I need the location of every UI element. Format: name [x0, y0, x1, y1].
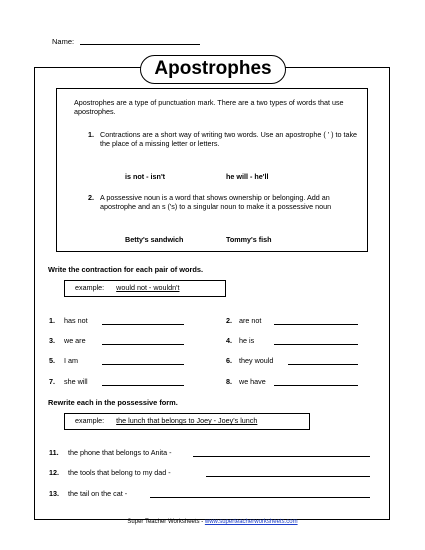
answer-line[interactable]: [274, 324, 358, 325]
question-number: 1.: [49, 316, 55, 325]
answer-line[interactable]: [274, 344, 358, 345]
possessive-example-left: Betty's sandwich: [125, 235, 184, 244]
question-text: the tools that belong to my dad -: [68, 468, 171, 477]
example-answer: would not - wouldn't: [116, 283, 180, 292]
page-title: Apostrophes: [140, 55, 286, 84]
question-text: she will: [64, 377, 88, 386]
footer-text: Super Teacher Worksheets -: [127, 519, 205, 525]
answer-line[interactable]: [274, 385, 358, 386]
footer-link[interactable]: www.superteacherworksheets.com: [204, 519, 298, 525]
intro-item-text: A possessive noun is a word that shows ownership or belonging. Add an apostrophe and an s ('s) to a singular noun to make it a possessive noun: [100, 193, 332, 211]
question-text: he is: [239, 336, 255, 345]
answer-line[interactable]: [193, 456, 370, 457]
answer-line[interactable]: [150, 497, 370, 498]
question-text: they would: [239, 356, 274, 365]
question-text: I am: [64, 356, 78, 365]
section-heading-contractions: Write the contraction for each pair of words.: [48, 265, 204, 274]
intro-text: Apostrophes are a type of punctuation mark. There are a two types of words that use apostrophes.: [74, 98, 344, 116]
intro-item-text: Contractions are a short way of writing two words. Use an apostrophe ( ' ) to take the place of a missing letter or letters.: [100, 130, 358, 148]
question-number: 11.: [49, 448, 59, 457]
possessive-example-box: [64, 413, 310, 430]
answer-line[interactable]: [288, 364, 358, 365]
question-number: 12.: [49, 468, 59, 477]
question-number: 2.: [226, 316, 232, 325]
name-line: [80, 44, 200, 45]
answer-line[interactable]: [102, 385, 184, 386]
example-label: example:: [75, 416, 105, 425]
question-text: we are: [64, 336, 86, 345]
section-heading-possessive: Rewrite each in the possessive form.: [48, 398, 178, 407]
contraction-example-left: is not - isn't: [125, 172, 166, 181]
answer-line[interactable]: [102, 364, 184, 365]
possessive-example-right: Tommy's fish: [226, 235, 272, 244]
question-number: 13.: [49, 489, 59, 498]
question-number: 7.: [49, 377, 55, 386]
question-text: we have: [239, 377, 266, 386]
answer-line[interactable]: [102, 324, 184, 325]
intro-item-number: 2.: [88, 193, 94, 202]
name-label: Name:: [52, 37, 75, 46]
question-text: the phone that belongs to Anita -: [68, 448, 172, 457]
example-label: example:: [75, 283, 105, 292]
answer-line[interactable]: [206, 476, 370, 477]
question-number: 5.: [49, 356, 55, 365]
question-number: 6.: [226, 356, 232, 365]
question-text: the tail on the cat -: [68, 489, 128, 498]
contraction-example-right: he will - he'll: [226, 172, 269, 181]
footer: [0, 519, 425, 525]
contraction-example-box: [64, 280, 226, 297]
question-text: are not: [239, 316, 262, 325]
intro-item-number: 1.: [88, 130, 94, 139]
answer-line[interactable]: [102, 344, 184, 345]
question-number: 3.: [49, 336, 55, 345]
question-number: 4.: [226, 336, 232, 345]
question-number: 8.: [226, 377, 232, 386]
example-answer: the lunch that belongs to Joey - Joey's lunch: [116, 416, 258, 425]
question-text: has not: [64, 316, 88, 325]
